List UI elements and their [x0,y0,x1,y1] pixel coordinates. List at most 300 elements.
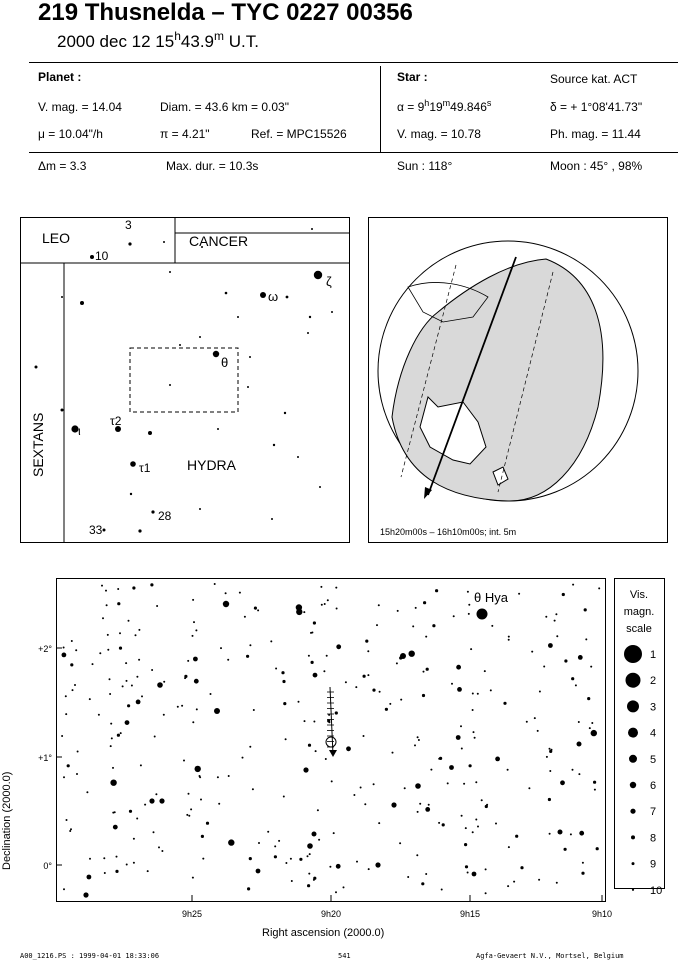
legend-mag-label: 1 [650,649,657,661]
finder-star [130,493,132,495]
field-star [378,822,380,824]
field-star [508,639,510,641]
field-star [415,607,417,609]
field-star [311,661,314,664]
legend-mag-label: 10 [650,884,663,897]
x-tick-label: 9h20 [320,909,342,919]
field-star [285,738,287,740]
field-star [303,611,305,613]
field-star [282,680,285,683]
field-star [549,750,552,753]
field-star [548,798,551,801]
field-star [412,625,414,627]
field-star [425,636,427,638]
field-star [560,780,565,785]
field-star [548,643,553,648]
field-star [135,634,137,636]
finder-star [237,316,239,318]
field-star [218,803,220,805]
field-star [202,858,204,860]
field-star [283,796,285,798]
field-star [473,731,475,733]
finder-star [61,409,64,412]
field-star [133,862,135,864]
globe-time-caption: 15h20m00s – 16h10m00s; int. 5m [380,527,517,537]
field-star [392,752,394,754]
legend-title-2: magn. [623,606,655,618]
field-star [132,586,135,589]
finder-star [130,461,136,467]
legend-star-5 [629,755,637,763]
field-star [156,605,158,607]
field-star [110,723,112,725]
field-star [336,608,338,610]
field-star [115,870,118,873]
field-star [321,604,323,606]
field-star [126,864,128,866]
field-star [83,892,88,897]
event-minutes: 43.9 [180,32,214,51]
field-star [126,680,128,682]
field-star [149,798,154,803]
field-star [110,745,112,747]
star-label-33: 33 [89,523,103,537]
field-star [274,845,276,847]
field-star [587,697,590,700]
field-star [110,780,116,786]
finder-star [103,529,106,532]
field-star [364,803,366,805]
field-star [518,593,520,595]
finder-star [217,428,219,430]
field-star [417,811,419,813]
field-star [201,835,204,838]
field-star [475,781,477,783]
field-star [593,781,596,784]
field-star [157,682,163,688]
field-star [335,711,338,714]
field-star [556,635,558,637]
field-star [154,736,156,738]
field-star [554,620,556,622]
field-star [391,802,396,807]
finder-star [128,242,131,245]
field-star [281,671,284,674]
field-star [578,655,583,660]
field-star [313,721,315,723]
field-star [192,721,194,723]
field-star [367,650,369,652]
field-star [428,804,430,806]
legend-mag-label: 7 [650,806,657,819]
field-star [122,685,124,687]
field-star [572,584,574,586]
y-tick-label: 0° [43,861,52,871]
field-star [195,766,201,772]
field-star [242,757,244,759]
event-date: 2000 dec 12 15 [57,32,175,51]
field-star [326,655,328,657]
field-star [472,872,477,877]
field-star [467,872,469,874]
field-star [291,880,293,882]
finder-star [35,366,38,369]
finder-star [169,384,171,386]
field-star [107,649,109,651]
field-star [308,873,310,875]
field-star [465,865,468,868]
constellation-sextans: SEXTANS [30,412,46,477]
field-star [228,775,230,777]
field-star [163,681,165,683]
field-star [116,856,118,858]
field-star [495,823,497,825]
field-star [528,787,530,789]
field-star [414,744,416,746]
field-star [537,730,539,732]
field-star [119,647,122,650]
field-star [579,831,584,836]
field-star [447,782,449,784]
planet-motion: μ = 10.04"/h [38,127,103,141]
field-star [345,681,347,683]
field-star [539,691,541,693]
field-star [467,591,469,593]
finder-star [319,486,321,488]
legend-star-7 [630,809,635,814]
field-star [578,773,580,775]
field-star [253,709,255,711]
field-star [129,810,132,813]
legend-star-8 [631,835,635,839]
field-star [379,691,381,693]
field-star [589,727,591,729]
field-star [581,872,584,875]
finder-star [169,271,171,273]
field-star [343,886,345,888]
field-star [214,708,220,714]
field-star [151,669,153,671]
finder-star [225,292,228,295]
field-star [399,842,401,844]
field-star [117,602,120,605]
field-star [353,794,355,796]
star-alpha: $\alpha = 9^h19^m49.846^s$ [397,98,492,114]
field-star [193,621,195,623]
field-star [564,659,567,662]
field-star [363,675,366,678]
field-star [325,758,327,760]
field-star [285,862,287,864]
y-axis-label: Declination (2000.0) [1,771,13,870]
x-tick-label: 9h15 [459,909,481,919]
constellation-hydra: HYDRA [187,457,237,473]
field-star [106,604,108,606]
field-star [397,610,399,612]
max-duration: Max. dur. = 10.3s [166,159,259,173]
field-star [474,737,476,739]
field-star [159,798,164,803]
field-star [468,604,470,606]
field-star [119,632,121,634]
field-star [249,746,251,748]
field-star [158,846,160,848]
star-vmag: V. mag. = 10.78 [397,127,481,141]
field-star [177,706,179,708]
field-star [74,684,76,686]
star-label-3: 3 [125,218,132,232]
field-star [249,644,251,646]
star-source: Source kat. ACT [550,72,638,86]
field-star [572,769,574,771]
star-label-zeta: ζ [326,274,332,289]
field-star [546,756,548,758]
field-star [200,799,202,801]
finder-star [199,336,201,338]
field-star [373,783,375,785]
field-star [133,838,135,840]
field-star [61,735,63,737]
legend-mag-label: 8 [650,832,657,845]
legend-mag-label: 6 [650,780,657,792]
finder-star [297,456,299,458]
field-star [531,651,533,653]
field-star [555,613,557,615]
field-star [438,822,440,824]
finder-star [311,228,313,230]
field-star [150,583,153,586]
star-label-iota: ι [78,424,81,438]
field-star [161,850,163,852]
field-star [89,698,91,700]
field-star [307,843,313,849]
field-star [430,769,432,771]
field-star [421,882,424,885]
field-star [246,655,249,658]
field-star [257,609,259,611]
field-star [425,873,427,875]
field-star [508,636,510,638]
field-star [463,783,465,785]
field-star [508,846,510,848]
field-star [598,587,600,589]
field-star [327,599,329,601]
finder-star [148,431,152,435]
finder-star [138,529,141,532]
field-star [549,748,551,750]
field-star [335,587,337,589]
field-star [317,809,319,811]
field-star [485,868,487,870]
field-star [336,864,341,869]
star-phmag: Ph. mag. = 11.44 [550,127,641,141]
legend-title-3: scale [626,623,652,635]
legend-title-1: Vis. [629,589,649,601]
field-star [570,833,572,835]
planet-vmag: V. mag. = 14.04 [38,100,122,114]
field-star [472,709,474,711]
field-star [365,640,368,643]
field-star [453,615,455,617]
field-star [217,776,219,778]
field-star [464,843,467,846]
legend-mag-label: 2 [650,675,657,688]
field-star [190,808,192,810]
finder-star [271,518,273,520]
field-star [223,601,229,607]
field-star [244,616,246,618]
field-star [89,858,91,860]
field-star [495,757,500,762]
field-star [313,673,318,678]
field-star [303,767,308,772]
field-star [441,889,443,891]
finder-chart [20,217,350,543]
field-star [320,586,322,588]
field-star [484,670,486,672]
legend-star-6 [630,782,636,788]
field-star [485,892,487,894]
field-star [109,678,111,680]
field-star [549,833,551,835]
page-title: 219 Thusnelda – TYC 0227 00356 [38,0,413,26]
finder-star [309,316,311,318]
field-star [188,815,190,817]
field-star [183,760,185,762]
field-star [92,663,94,665]
field-star [249,857,252,860]
field-star [449,765,454,770]
field-star [419,803,421,805]
field-star [368,868,370,870]
field-star [70,828,72,830]
field-star [367,674,369,676]
field-star [313,621,316,624]
field-star [141,695,143,697]
field-star [515,835,518,838]
field-star [485,805,488,808]
field-star [65,713,67,715]
field-star [112,767,114,769]
finder-star [163,241,165,243]
field-star [304,720,306,722]
finder-star [151,510,154,513]
footer-company: Agfa-Gevaert N.V., Mortsel, Belgium [476,952,624,960]
field-star [472,831,474,833]
constellation-leo: LEO [42,230,71,246]
field-star [188,793,190,795]
field-star [363,735,365,737]
field-star [101,585,103,587]
field-star [556,882,558,884]
theta-hya-label: θ Hya [474,590,508,605]
field-star [256,869,261,874]
field-star [549,770,551,772]
finder-star [314,271,322,279]
field-star [422,694,425,697]
field-star [63,647,65,649]
field-star [545,616,547,618]
field-star [385,708,388,711]
field-star [470,648,472,650]
field-star [114,811,116,813]
field-star [426,668,429,671]
hour-unit: h [174,29,181,43]
field-star [65,695,67,697]
field-star [328,721,330,723]
field-star [62,653,67,658]
field-star [336,644,341,649]
field-star [120,732,122,734]
star-label-theta: θ [221,355,229,370]
field-star [117,588,119,590]
field-star [591,730,597,736]
field-star [596,847,599,850]
field-star [346,746,351,751]
footer-file: A00_1216.PS : 1999-04-01 18:33:06 [20,952,160,960]
field-star [318,839,320,841]
field-star [98,714,100,716]
field-star [247,887,250,890]
field-star [571,677,574,680]
field-star [283,702,286,705]
field-star [296,604,302,610]
field-star [153,831,155,833]
field-star [104,872,106,874]
planet-heading: Planet : [38,70,82,84]
field-star [360,787,362,789]
field-star [75,649,77,651]
field-star [324,603,326,605]
field-star [417,736,419,738]
field-star [575,684,577,686]
field-star [274,855,277,858]
x-tick-label: 9h25 [181,909,203,919]
field-star [181,705,183,707]
field-star [117,734,120,737]
field-star [63,888,65,890]
star-label-28: 28 [158,509,172,523]
field-star [335,891,337,893]
field-star [138,629,140,631]
planet-reference: Ref. = MPC15526 [251,127,347,141]
legend-star-2 [626,673,641,688]
field-star [220,647,222,649]
star-delta: δ = + 1°08'41.73" [550,100,643,114]
finder-star [284,412,286,414]
star-map [0,570,680,948]
field-star [465,827,467,829]
minute-unit: m [214,29,224,43]
field-star [199,776,201,778]
footer-page: 541 [338,952,351,960]
field-star [407,876,409,878]
field-star [87,875,92,880]
field-star [275,668,277,670]
field-star [136,818,138,820]
y-tick-label: +2° [38,644,52,654]
field-star [186,814,188,816]
finder-star [260,292,266,298]
field-star [564,848,567,851]
legend-mag-label: 5 [650,753,657,766]
x-axis-label: Right ascension (2000.0) [262,927,385,939]
field-star [155,793,157,795]
field-star [105,590,107,592]
field-star [415,783,421,789]
field-star [70,663,73,666]
legend-star-10 [632,889,634,891]
